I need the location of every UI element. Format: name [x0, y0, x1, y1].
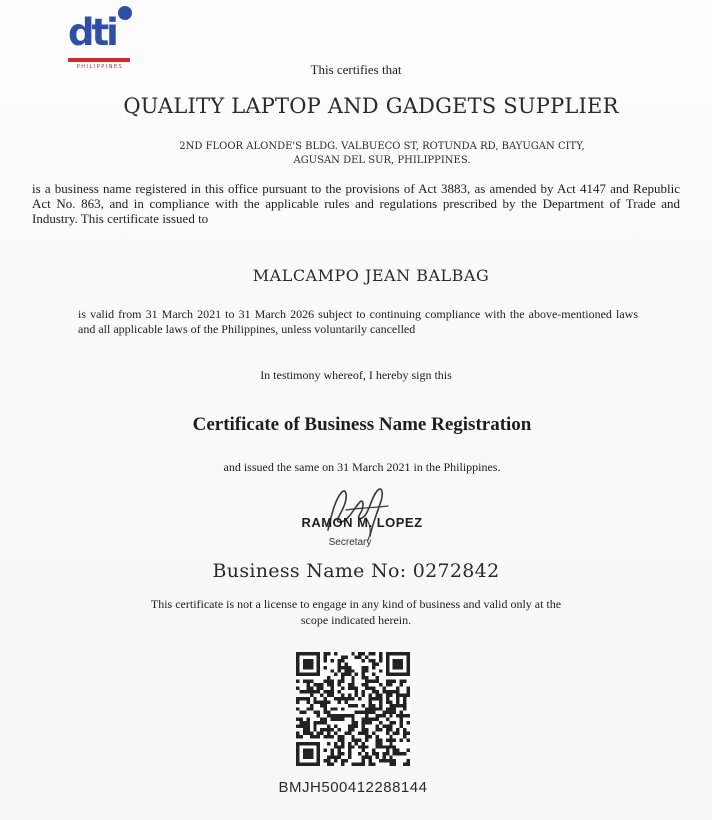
issued-text: and issued the same on 31 March 2021 in the Philippines.: [223, 460, 501, 474]
certificate-title: Certificate of Business Name Registration: [192, 414, 532, 435]
disclaimer: [0, 596, 712, 628]
owner-name: MALCAMPO JEAN BALBAG: [252, 266, 490, 285]
disclaimer-line-1: This certificate is not a license to engage in any kind of business and valid only at the: [150, 597, 562, 611]
signatory-name: RAMON M. LOPEZ: [301, 515, 423, 530]
logo-dot-icon: [118, 6, 132, 20]
address-line-2: AGUSAN DEL SUR, PHILIPPINES.: [293, 155, 471, 166]
business-name: QUALITY LAPTOP AND GADGETS SUPPLIER: [123, 94, 619, 118]
business-name-number: Business Name No: 0272842: [212, 560, 500, 582]
signature-icon: [306, 478, 406, 546]
signatory-title: Secretary: [328, 537, 372, 548]
validity-paragraph: is valid from 31 March 2021 to 31 March 2026 subject to continuing compliance with the above-mentioned laws and all applicable laws of the Philippines, unless voluntarily cancelled: [78, 307, 638, 336]
business-address: [150, 140, 614, 168]
logo-subtext: PHILIPPINES: [76, 64, 124, 70]
disclaimer-line-2: scope indicated herein.: [300, 613, 412, 627]
testimony-text: In testimony whereof, I hereby sign this: [260, 368, 452, 382]
qr-code-text: BMJH500412288144: [278, 779, 428, 796]
logo-wordmark: dti: [68, 11, 116, 54]
certifies-text: This certifies that: [310, 62, 402, 77]
address-line-1: 2ND FLOOR ALONDE'S BLDG. VALBUECO ST, ROTUNDA RD, BAYUGAN CITY,: [179, 141, 585, 152]
qr-code-icon: [296, 652, 410, 766]
provision-paragraph: is a business name registered in this office pursuant to the provisions of Act 3883, as amended by Act 4147 and Republic Act No. 863, and in compliance with the applicable rules and regulations prescribed by the Department of Trade and Industry. This certificate issued to: [32, 181, 680, 226]
qr-code: [296, 652, 410, 766]
